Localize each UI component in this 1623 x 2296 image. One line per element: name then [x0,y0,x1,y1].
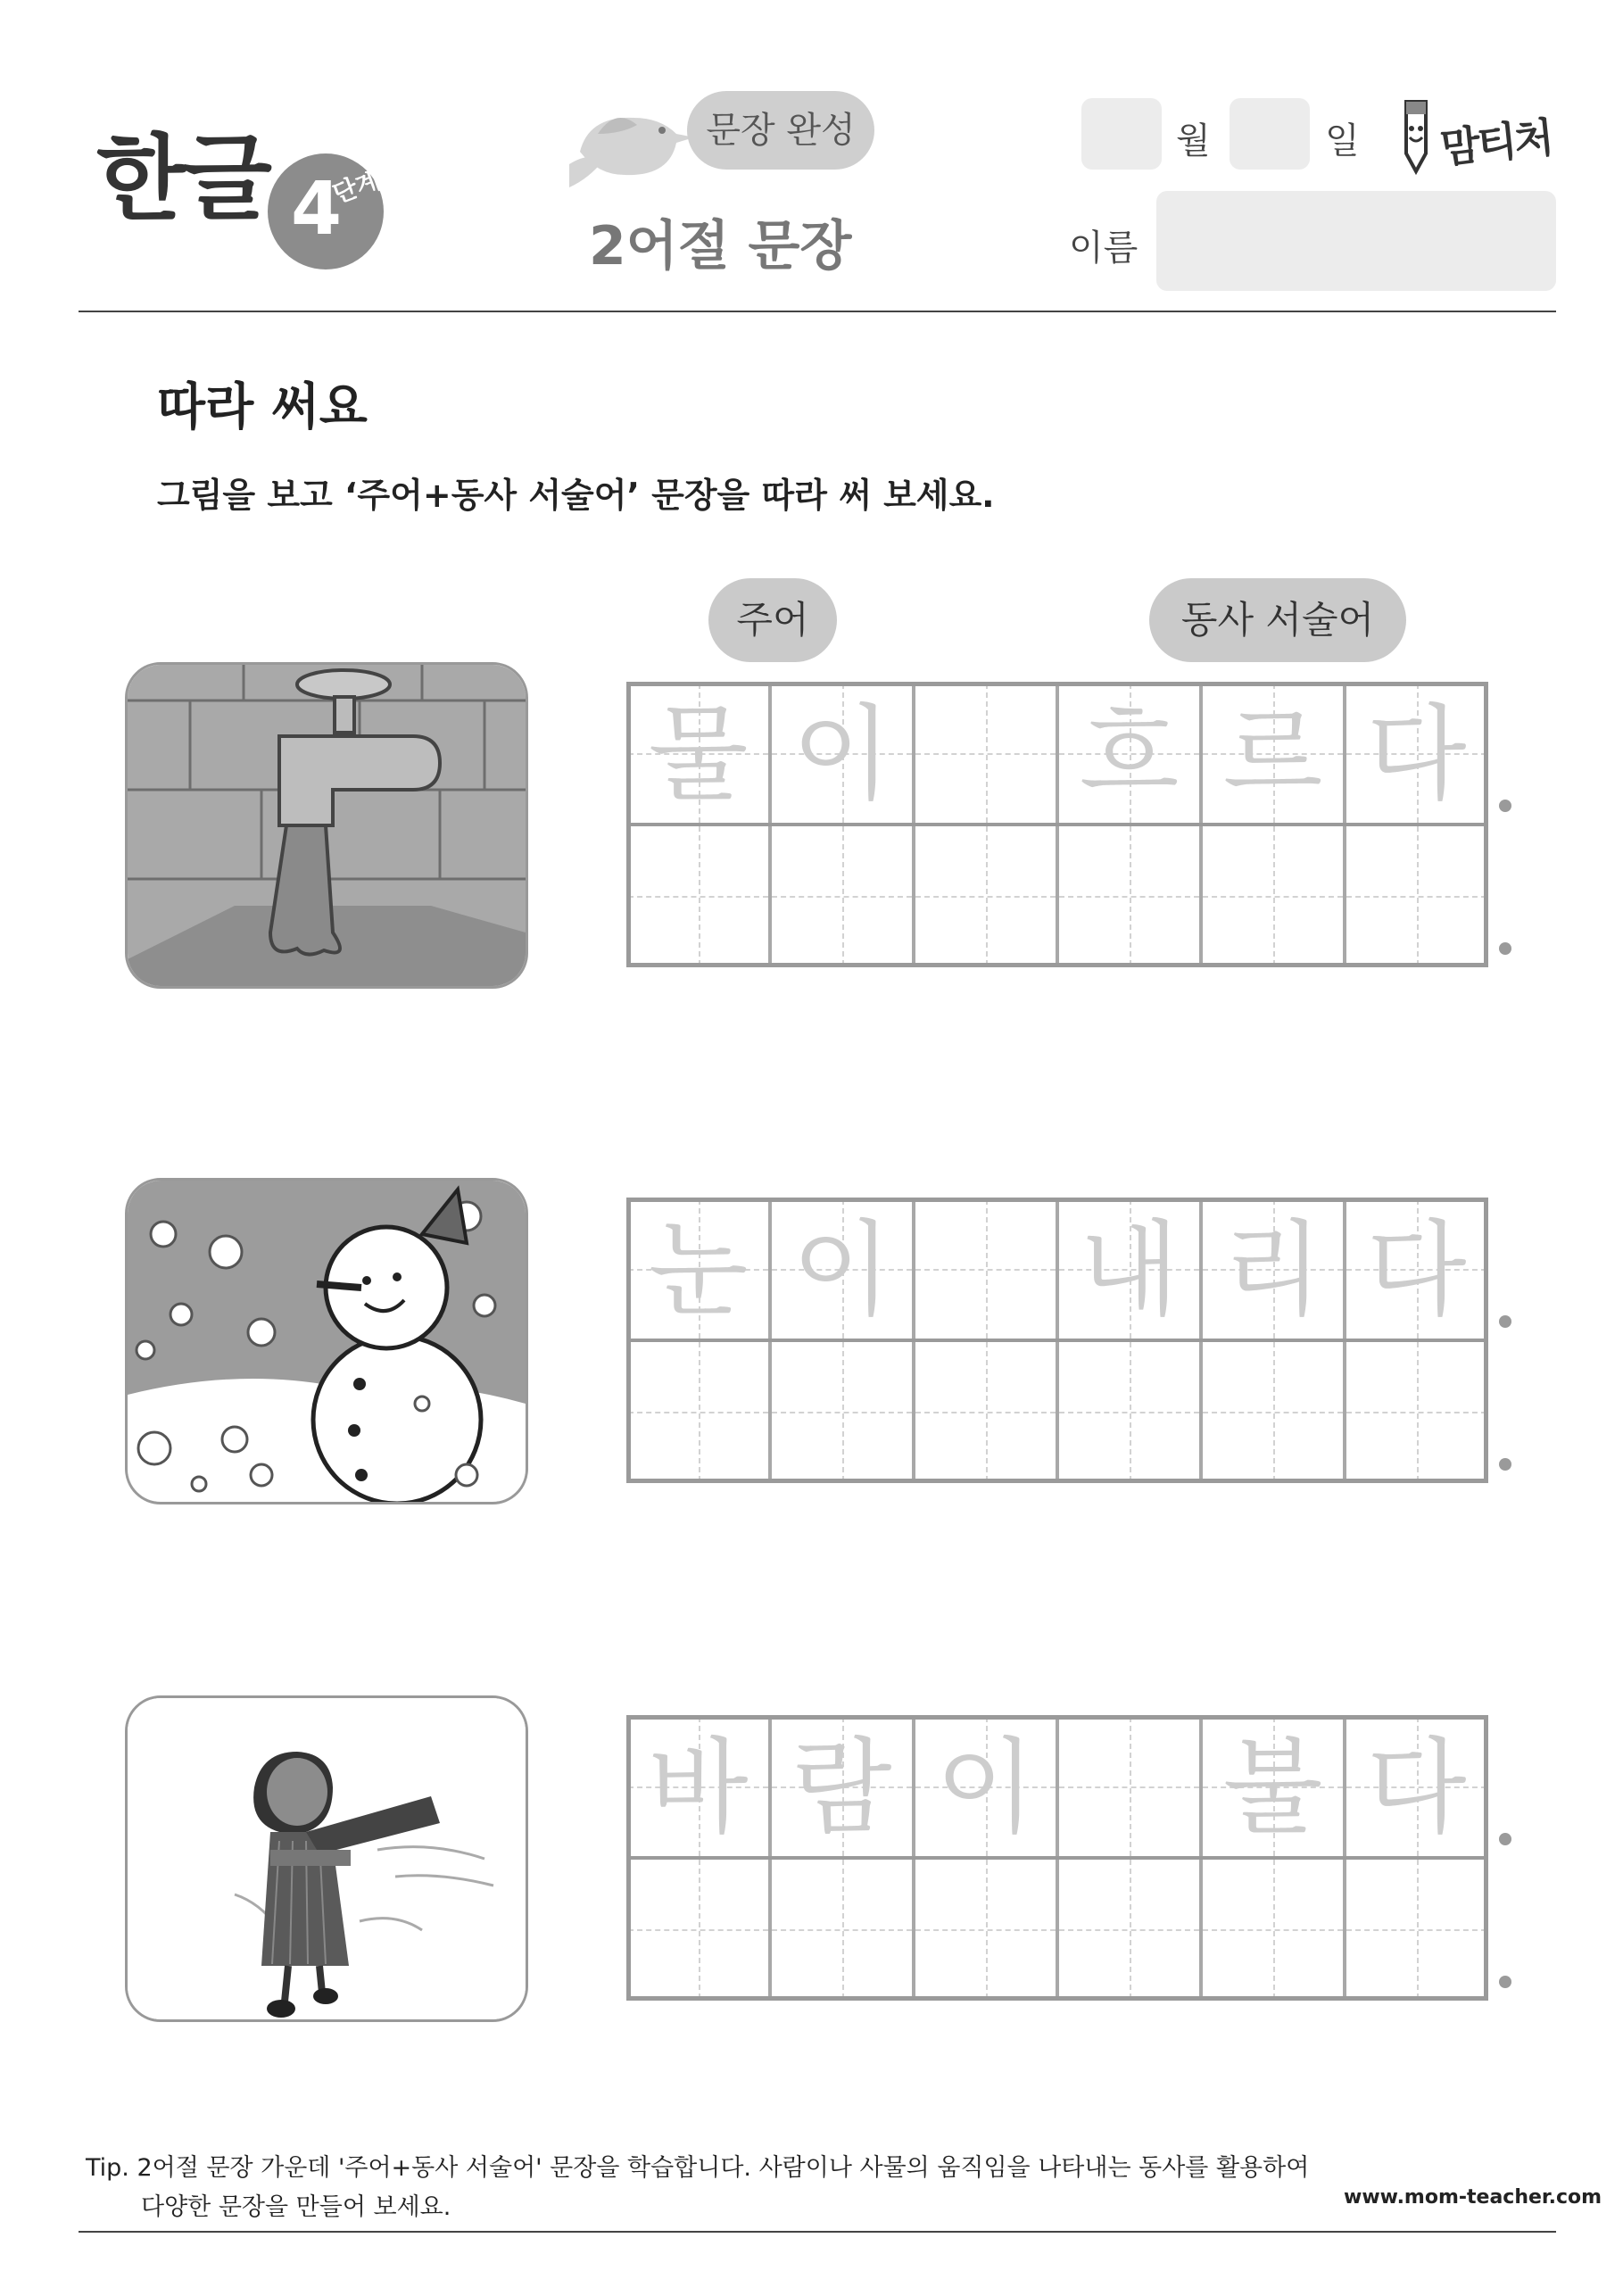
trace-char: 물 [648,694,749,815]
period-dot [1499,1833,1511,1845]
trace-char: 이 [791,694,892,815]
tip-note [86,2149,1309,2227]
writing-cell[interactable] [1345,1858,1488,2001]
instruction-text: 그림을 보고 ‘주어+동사 서술어’ 문장을 따라 써 보세요. [157,476,995,515]
header-divider [79,311,1556,312]
stage-word: 단계 [328,164,385,210]
period-dot [1499,1976,1511,1988]
writing-grid [626,682,1488,967]
trace-char: 바 [648,1728,749,1848]
writing-cell[interactable] [1057,825,1201,967]
month-field[interactable] [1081,98,1162,170]
name-label: 이름 [1069,228,1139,269]
trace-char: 다 [1366,694,1467,815]
faucet-picture [125,662,528,989]
snowman-picture [125,1178,528,1504]
trace-char: 다 [1366,1210,1467,1330]
website-link[interactable]: www.mom-teacher.com [1344,2186,1602,2209]
writing-cell[interactable] [1345,1340,1488,1483]
trace-char: 눈 [648,1210,749,1330]
month-label: 월 [1176,120,1211,162]
trace-char: 흐 [1079,694,1180,815]
predicate-tag: 동사 서술어 [1149,578,1406,662]
trace-char [915,684,1056,823]
trace-char [1059,1717,1199,1856]
writing-cell[interactable] [770,1858,914,2001]
trace-char: 다 [1366,1728,1467,1848]
bird-icon [562,98,696,200]
pencil-mascot-icon [1390,95,1444,175]
period-dot [1499,800,1511,812]
writing-cell[interactable] [1201,1340,1345,1483]
section-heading: 따라 써요 [157,378,368,436]
footer-divider [79,2231,1556,2233]
name-field[interactable] [1156,191,1556,291]
brand-logo [1390,95,1554,178]
writing-cell[interactable] [770,825,914,967]
trace-char [915,1199,1056,1339]
writing-cell[interactable] [626,1858,770,2001]
period-dot [1499,1315,1511,1328]
trace-char: 내 [1079,1210,1180,1330]
brand-name: 맘티처 [1437,112,1554,173]
writing-cell[interactable] [914,1340,1057,1483]
trace-char: 리 [1222,1210,1323,1330]
windy-girl-picture [125,1695,528,2022]
stage-badge [268,153,384,269]
tip-line-1: Tip. 2어절 문장 가운데 '주어+동사 서술어' 문장을 학습합니다. 사람이나 사물의 움직임을 나타내는 동사를 활용하여 [86,2154,1310,2182]
writing-cell[interactable] [1057,1858,1201,2001]
writing-cell[interactable] [1057,1340,1201,1483]
writing-grid [626,1715,1488,2001]
writing-cell[interactable] [914,825,1057,967]
writing-grid [626,1198,1488,1483]
period-dot [1499,942,1511,955]
writing-cell[interactable] [770,1340,914,1483]
writing-cell[interactable] [914,1858,1057,2001]
grid-row-divider [626,823,1488,826]
writing-cell[interactable] [1345,825,1488,967]
stage-number: 4 [291,167,343,252]
worksheet-logo: 한글 [96,124,269,233]
writing-cell[interactable] [1201,825,1345,967]
page-subtitle: 2어절 문장 [589,215,852,278]
trace-char: 이 [791,1210,892,1330]
period-dot [1499,1458,1511,1471]
trace-char: 불 [1222,1728,1323,1848]
tip-line-2: 다양한 문장을 만들어 보세요. [141,2193,451,2221]
day-label: 일 [1325,120,1360,162]
grid-row-divider [626,1856,1488,1860]
topic-badge: 문장 완성 [687,91,874,170]
writing-cell[interactable] [626,1340,770,1483]
trace-char: 이 [935,1728,1036,1848]
subject-tag: 주어 [708,578,837,662]
writing-cell[interactable] [626,825,770,967]
grid-row-divider [626,1339,1488,1342]
writing-cell[interactable] [1201,1858,1345,2001]
trace-char: 르 [1222,694,1323,815]
trace-char: 람 [791,1728,892,1848]
day-field[interactable] [1230,98,1310,170]
